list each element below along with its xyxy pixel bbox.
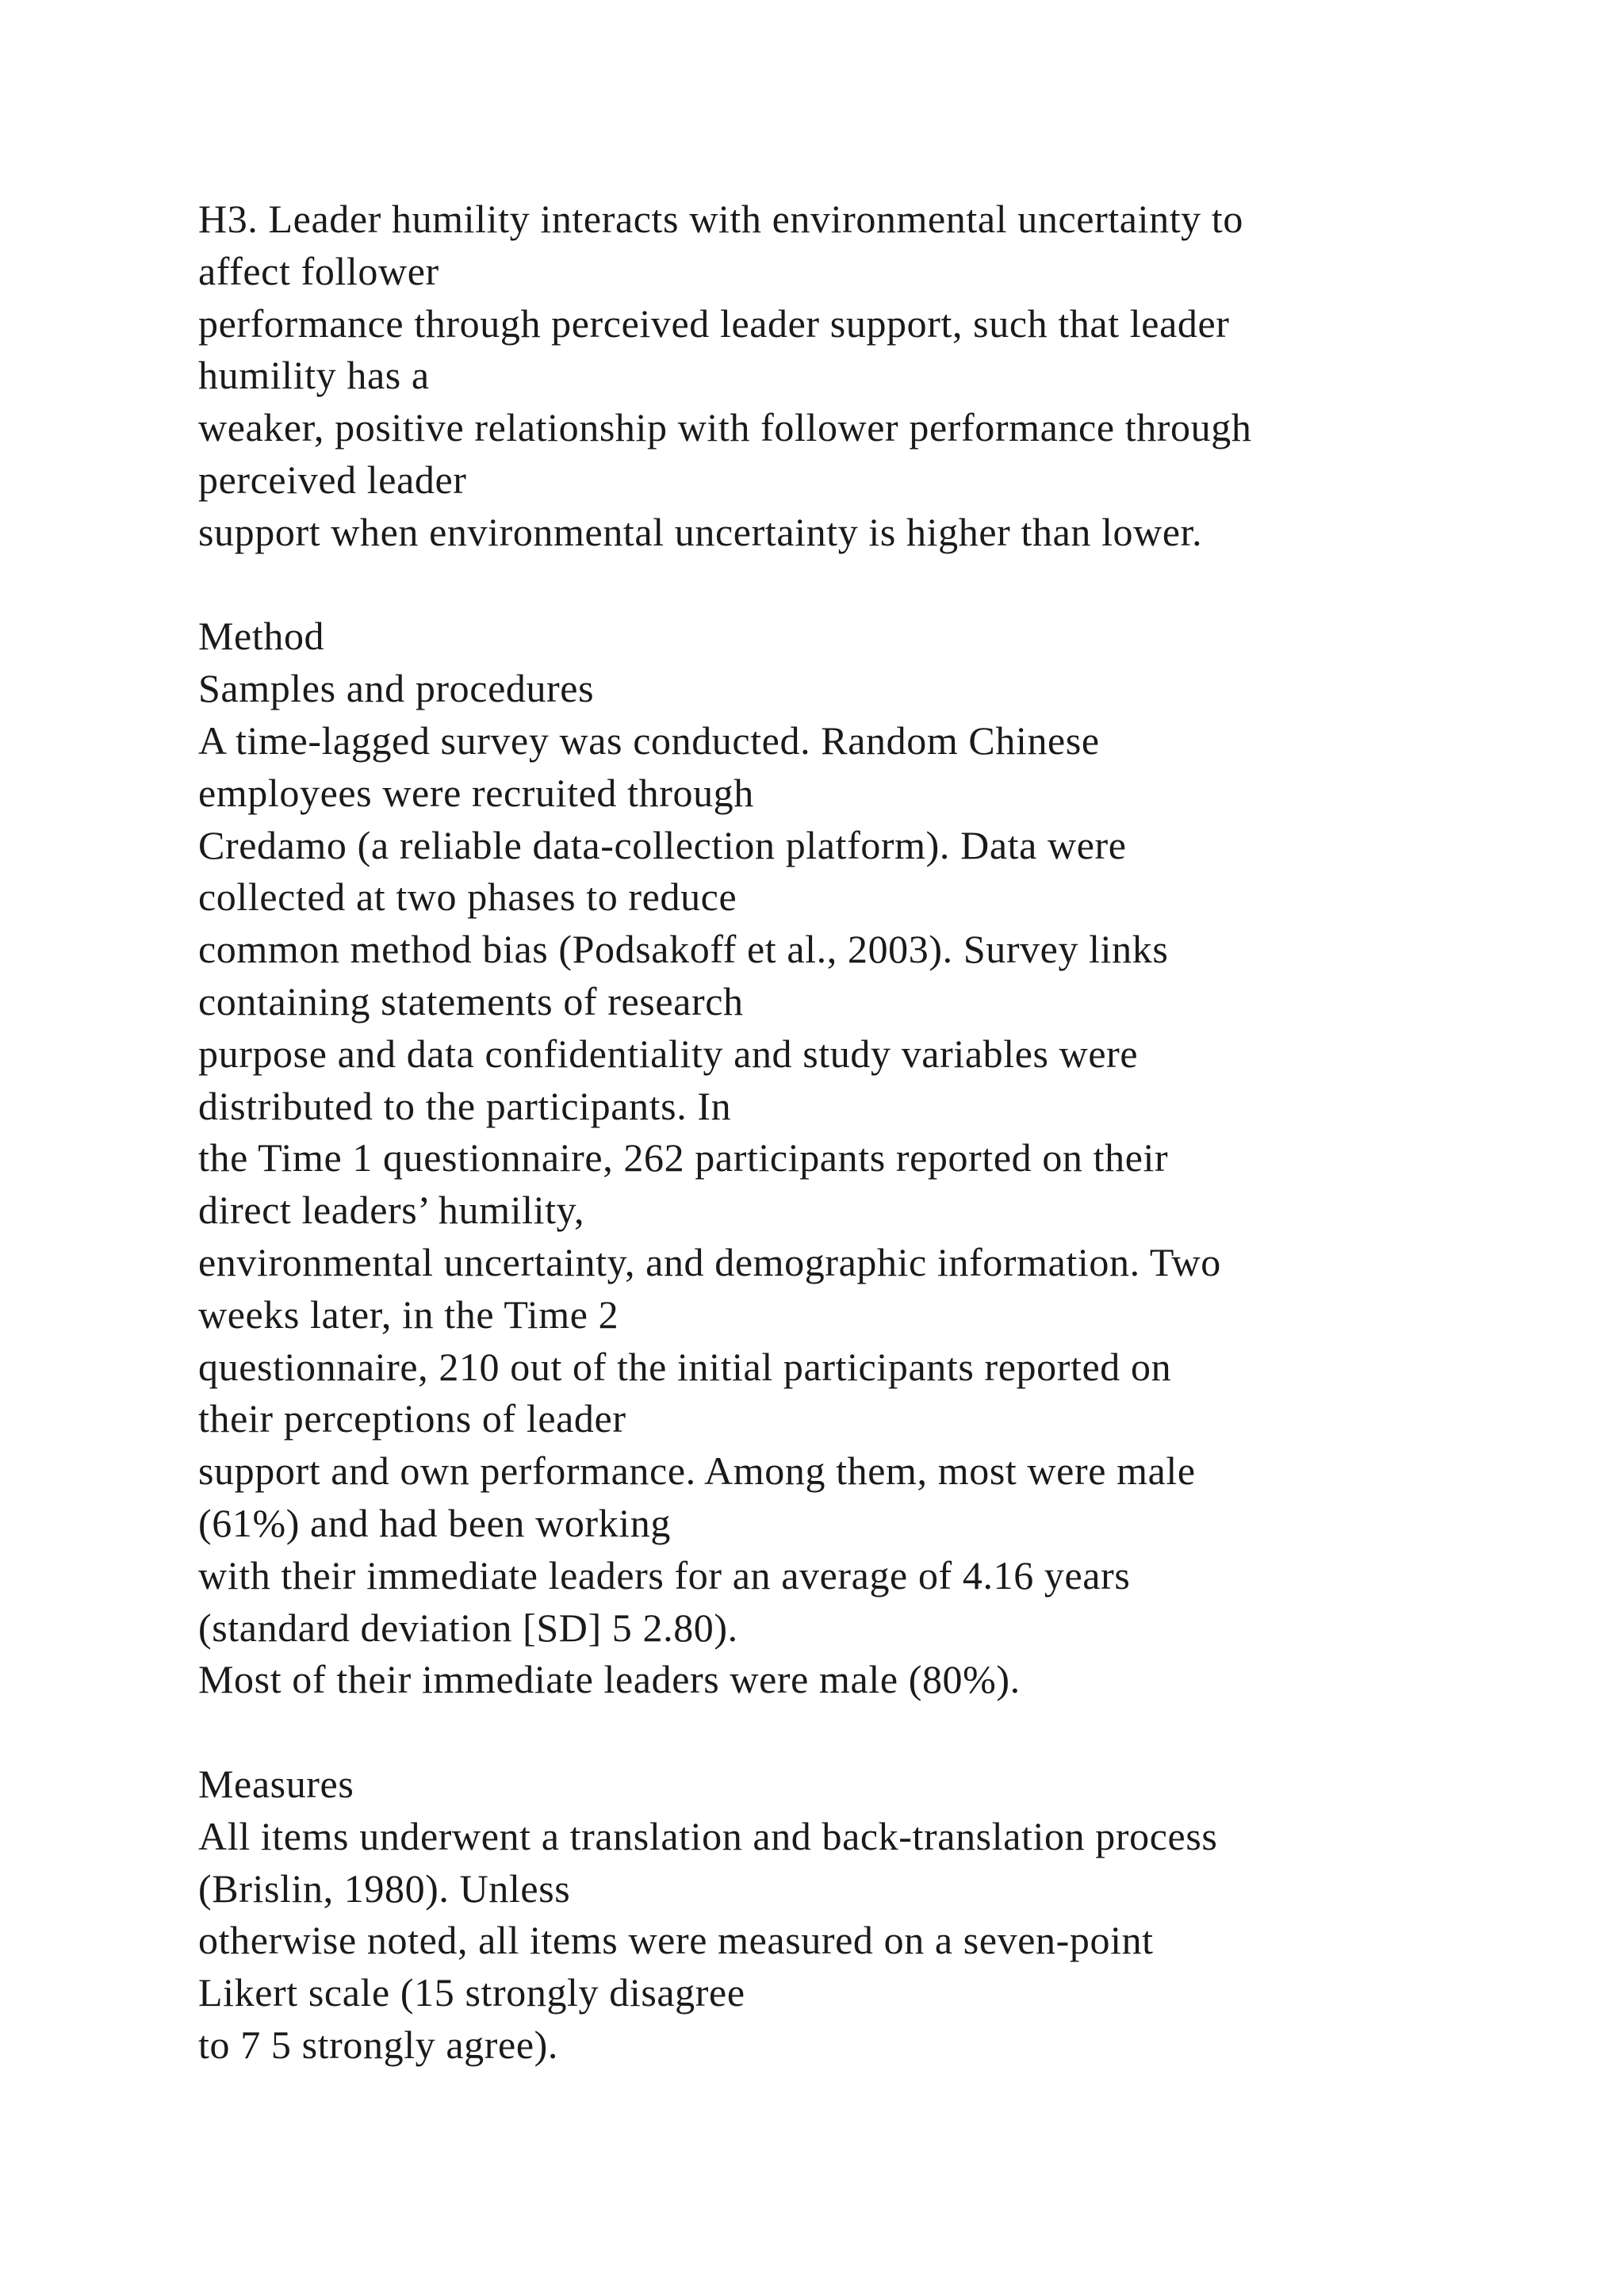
text-line: to 7 5 strongly agree). <box>198 2022 558 2067</box>
text-line: affect follower <box>198 248 439 293</box>
text-line: weaker, positive relationship with follower performance through <box>198 405 1252 450</box>
text-line: with their immediate leaders for an average of 4.16 years <box>198 1552 1131 1598</box>
text-line: environmental uncertainty, and demographic information. Two <box>198 1239 1221 1284</box>
blank-line <box>198 1706 1546 1758</box>
text-line: employees were recruited through <box>198 770 754 815</box>
text-line: support and own performance. Among them, most were male <box>198 1448 1196 1494</box>
blank-line <box>198 559 1546 611</box>
text-line: weeks later, in the Time 2 <box>198 1292 619 1337</box>
text-line: (61%) and had been working <box>198 1500 671 1545</box>
text-line: questionnaire, 210 out of the initial participants reported on <box>198 1344 1172 1389</box>
section-heading-measures: Measures <box>198 1761 354 1806</box>
text-line: the Time 1 questionnaire, 262 participants reported on their <box>198 1135 1169 1181</box>
text-line: Credamo (a reliable data-collection platform). Data were <box>198 822 1127 867</box>
text-line: Likert scale (15 strongly disagree <box>198 1970 745 2015</box>
text-line: Most of their immediate leaders were male (80%). <box>198 1657 1021 1702</box>
text-line: H3. Leader humility interacts with environmental uncertainty to <box>198 197 1243 241</box>
text-line: common method bias (Podsakoff et al., 2003). Survey links <box>198 927 1169 972</box>
text-line: A time-lagged survey was conducted. Random Chinese <box>198 718 1100 763</box>
text-line: containing statements of research <box>198 978 744 1024</box>
text-line: perceived leader <box>198 457 467 502</box>
text-line: (standard deviation [SD] 5 2.80). <box>198 1605 738 1650</box>
section-heading-method: Method <box>198 614 325 659</box>
text-line: (Brislin, 1980). Unless <box>198 1866 571 1911</box>
document-body <box>198 193 1546 2072</box>
text-line: collected at two phases to reduce <box>198 874 737 920</box>
text-line: All items underwent a translation and back-translation process <box>198 1813 1218 1858</box>
subsection-heading-samples: Samples and procedures <box>198 666 595 711</box>
text-line: purpose and data confidentiality and study variables were <box>198 1031 1139 1076</box>
text-line: their perceptions of leader <box>198 1396 626 1441</box>
text-line: support when environmental uncertainty is higher than lower. <box>198 509 1203 554</box>
text-line: direct leaders’ humility, <box>198 1188 585 1233</box>
text-line: distributed to the participants. In <box>198 1083 732 1128</box>
text-line: performance through perceived leader support, such that leader <box>198 300 1230 346</box>
text-line: otherwise noted, all items were measured on a seven-point <box>198 1918 1154 1963</box>
text-line: humility has a <box>198 353 430 398</box>
